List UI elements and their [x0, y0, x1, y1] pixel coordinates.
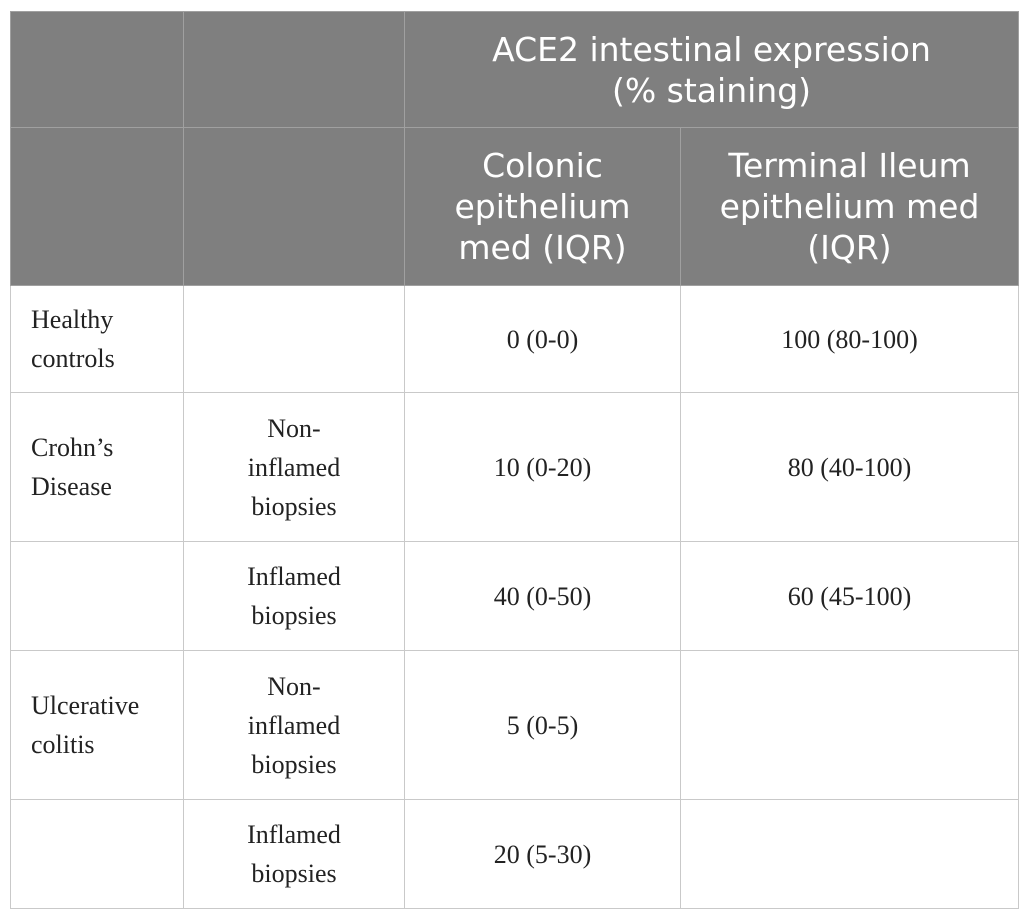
row-subgroup-label: Non-inflamed biopsies [247, 413, 341, 521]
header-terminal-ileum-epithelium [681, 128, 1019, 286]
row-group-cell [11, 800, 184, 909]
colonic-value-cell [405, 393, 681, 542]
table-header [11, 12, 1019, 286]
row-subgroup-cell [184, 800, 405, 909]
row-subgroup-label: Non-inflamed biopsies [247, 671, 341, 779]
header-ace2-expression [405, 12, 1019, 128]
header-empty-cell-2 [184, 12, 405, 128]
table-row [11, 393, 1019, 542]
ileum-value-cell [681, 651, 1019, 800]
table-row [11, 651, 1019, 800]
row-group-cell [11, 393, 184, 542]
header-empty-cell-3 [11, 128, 184, 286]
table-row [11, 542, 1019, 651]
row-subgroup-cell [184, 286, 405, 393]
row-subgroup-cell [184, 542, 405, 651]
colonic-value: 40 (0-50) [493, 581, 592, 611]
header-row-group [11, 12, 1019, 128]
header-ace2-expression-label: ACE2 intestinal expression (% staining) [492, 29, 931, 110]
header-row-columns [11, 128, 1019, 286]
ileum-value: 80 (40-100) [787, 452, 912, 482]
row-group-cell [11, 542, 184, 651]
header-empty-cell-4 [184, 128, 405, 286]
row-group-cell [11, 286, 184, 393]
colonic-value: 20 (5-30) [493, 839, 592, 869]
ace2-expression-table [10, 11, 1019, 909]
row-group-label: Crohn’s Disease [31, 433, 114, 501]
colonic-value-cell [405, 542, 681, 651]
colonic-value: 5 (0-5) [506, 710, 579, 740]
row-subgroup-label: Inflamed biopsies [247, 562, 341, 630]
table-row [11, 800, 1019, 909]
ileum-value-cell [681, 393, 1019, 542]
colonic-value-cell [405, 651, 681, 800]
row-subgroup-label: Inflamed biopsies [247, 820, 341, 888]
colonic-value-cell [405, 800, 681, 909]
ileum-value: 60 (45-100) [787, 581, 912, 611]
row-group-label: Healthy controls [31, 305, 115, 373]
ileum-value-cell [681, 286, 1019, 393]
colonic-value-cell [405, 286, 681, 393]
ileum-value: 100 (80-100) [781, 324, 918, 354]
header-terminal-ileum-label: Terminal Ileum epithelium med (IQR) [719, 146, 980, 267]
row-group-cell [11, 651, 184, 800]
header-empty-cell-1 [11, 12, 184, 128]
header-colonic-epithelium [405, 128, 681, 286]
table-body [11, 286, 1019, 909]
table-row [11, 286, 1019, 393]
header-colonic-epithelium-label: Colonic epithelium med (IQR) [454, 146, 631, 267]
row-subgroup-cell [184, 651, 405, 800]
row-subgroup-cell [184, 393, 405, 542]
ileum-value-cell [681, 800, 1019, 909]
row-group-label: Ulcerative colitis [31, 691, 140, 759]
colonic-value: 0 (0-0) [506, 324, 579, 354]
colonic-value: 10 (0-20) [493, 452, 592, 482]
ileum-value-cell [681, 542, 1019, 651]
